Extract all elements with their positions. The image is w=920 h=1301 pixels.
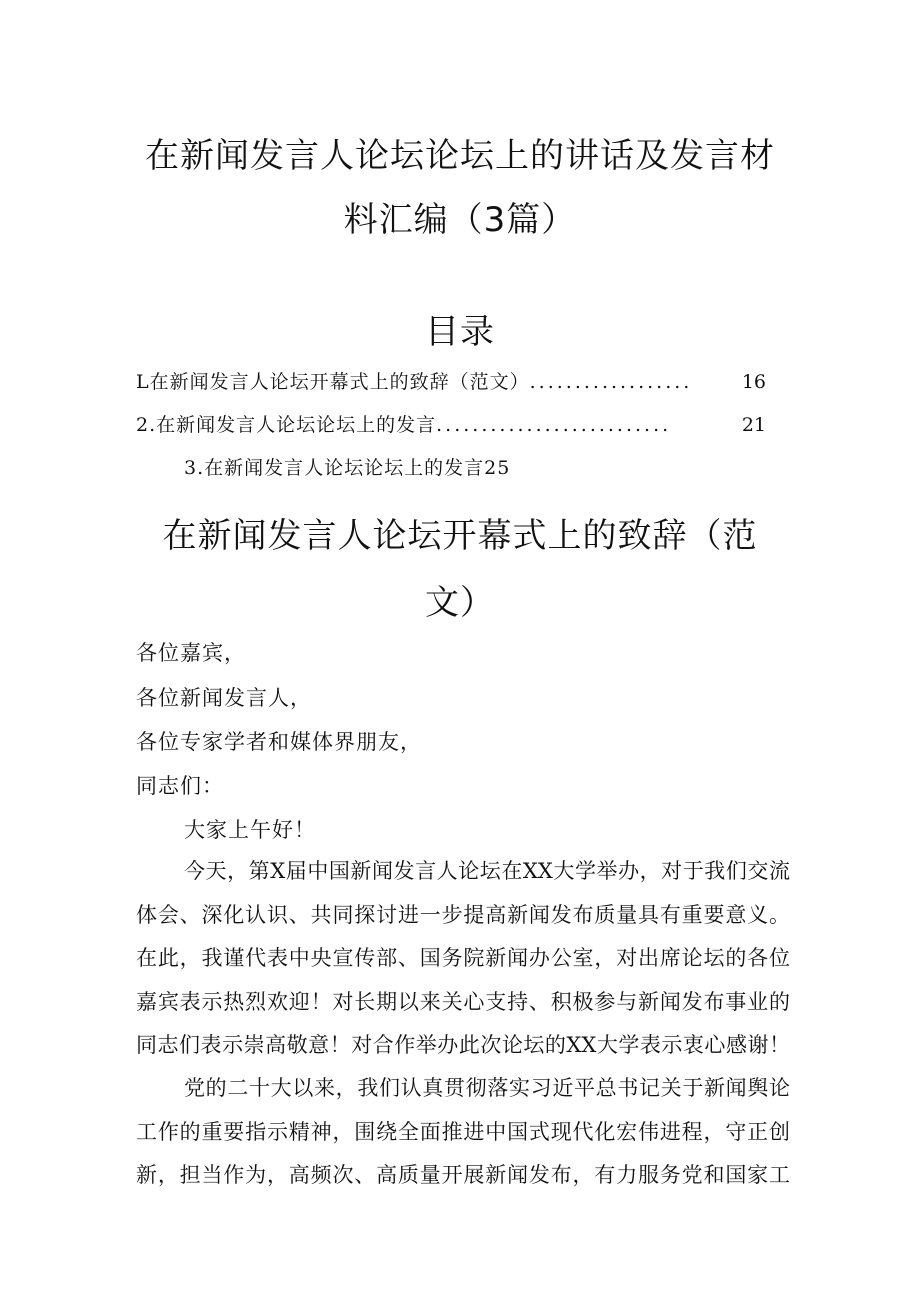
- paragraph-2-line: 新，担当作为，高频次、高质量开展新闻发布，有力服务党和国家工: [136, 1163, 790, 1187]
- paragraph-1-line: 嘉宾表示热烈欢迎！对长期以来关心支持、积极参与新闻发布事业的: [136, 990, 790, 1014]
- toc-entry-label: 2.在新闻发言人论坛论坛上的发言: [136, 414, 437, 436]
- paragraph-2-line: 党的二十大以来，我们认真贯彻落实习近平总书记关于新闻舆论: [184, 1076, 790, 1100]
- toc-entry-2[interactable]: [136, 410, 766, 437]
- section-title-line-1: 在新闻发言人论坛开幕式上的致辞（范: [162, 516, 758, 556]
- toc-leader-dots: ..................: [529, 371, 693, 393]
- toc-entry-1[interactable]: [136, 367, 766, 394]
- paragraph-1-line: 在此，我谨代表中央宣传部、国务院新闻办公室，对出席论坛的各位: [136, 946, 790, 970]
- salutation-line: 各位嘉宾，: [136, 641, 246, 665]
- document-title-line-2: 料汇编（3篇）: [343, 200, 577, 240]
- salutation-line: 各位专家学者和媒体界朋友，: [136, 730, 422, 754]
- paragraph-2-line: 工作的重要指示精神，围绕全面推进中国式现代化宏伟进程，守正创: [136, 1120, 790, 1144]
- greeting-line: 大家上午好！: [184, 818, 316, 842]
- salutation-line: 各位新闻发言人，: [136, 686, 312, 710]
- toc-leader-dots: ..........................: [436, 414, 672, 436]
- toc-heading: 目录: [425, 312, 495, 352]
- section-title-line-2: 文）: [425, 583, 495, 623]
- toc-entry-label: L在新闻发言人论坛开幕式上的致辞（范文）: [136, 371, 530, 393]
- paragraph-1-line: 今天，第X届中国新闻发言人论坛在XX大学举办，对于我们交流: [184, 859, 790, 883]
- toc-entry-label: 3.在新闻发言人论坛论坛上的发言25: [184, 457, 511, 479]
- document-title-line-1: 在新闻发言人论坛论坛上的讲话及发言材: [145, 136, 775, 176]
- toc-entry-page: 16: [741, 371, 766, 393]
- paragraph-1-line: 体会、深化认识、共同探讨进一步提高新闻发布质量具有重要意义。: [136, 903, 790, 927]
- paragraph-1-line: 同志们表示崇高敬意！对合作举办此次论坛的XX大学表示衷心感谢！: [136, 1033, 790, 1057]
- salutation-line: 同志们：: [136, 774, 224, 798]
- toc-entry-page: 21: [741, 414, 766, 436]
- toc-entry-3[interactable]: [184, 453, 510, 480]
